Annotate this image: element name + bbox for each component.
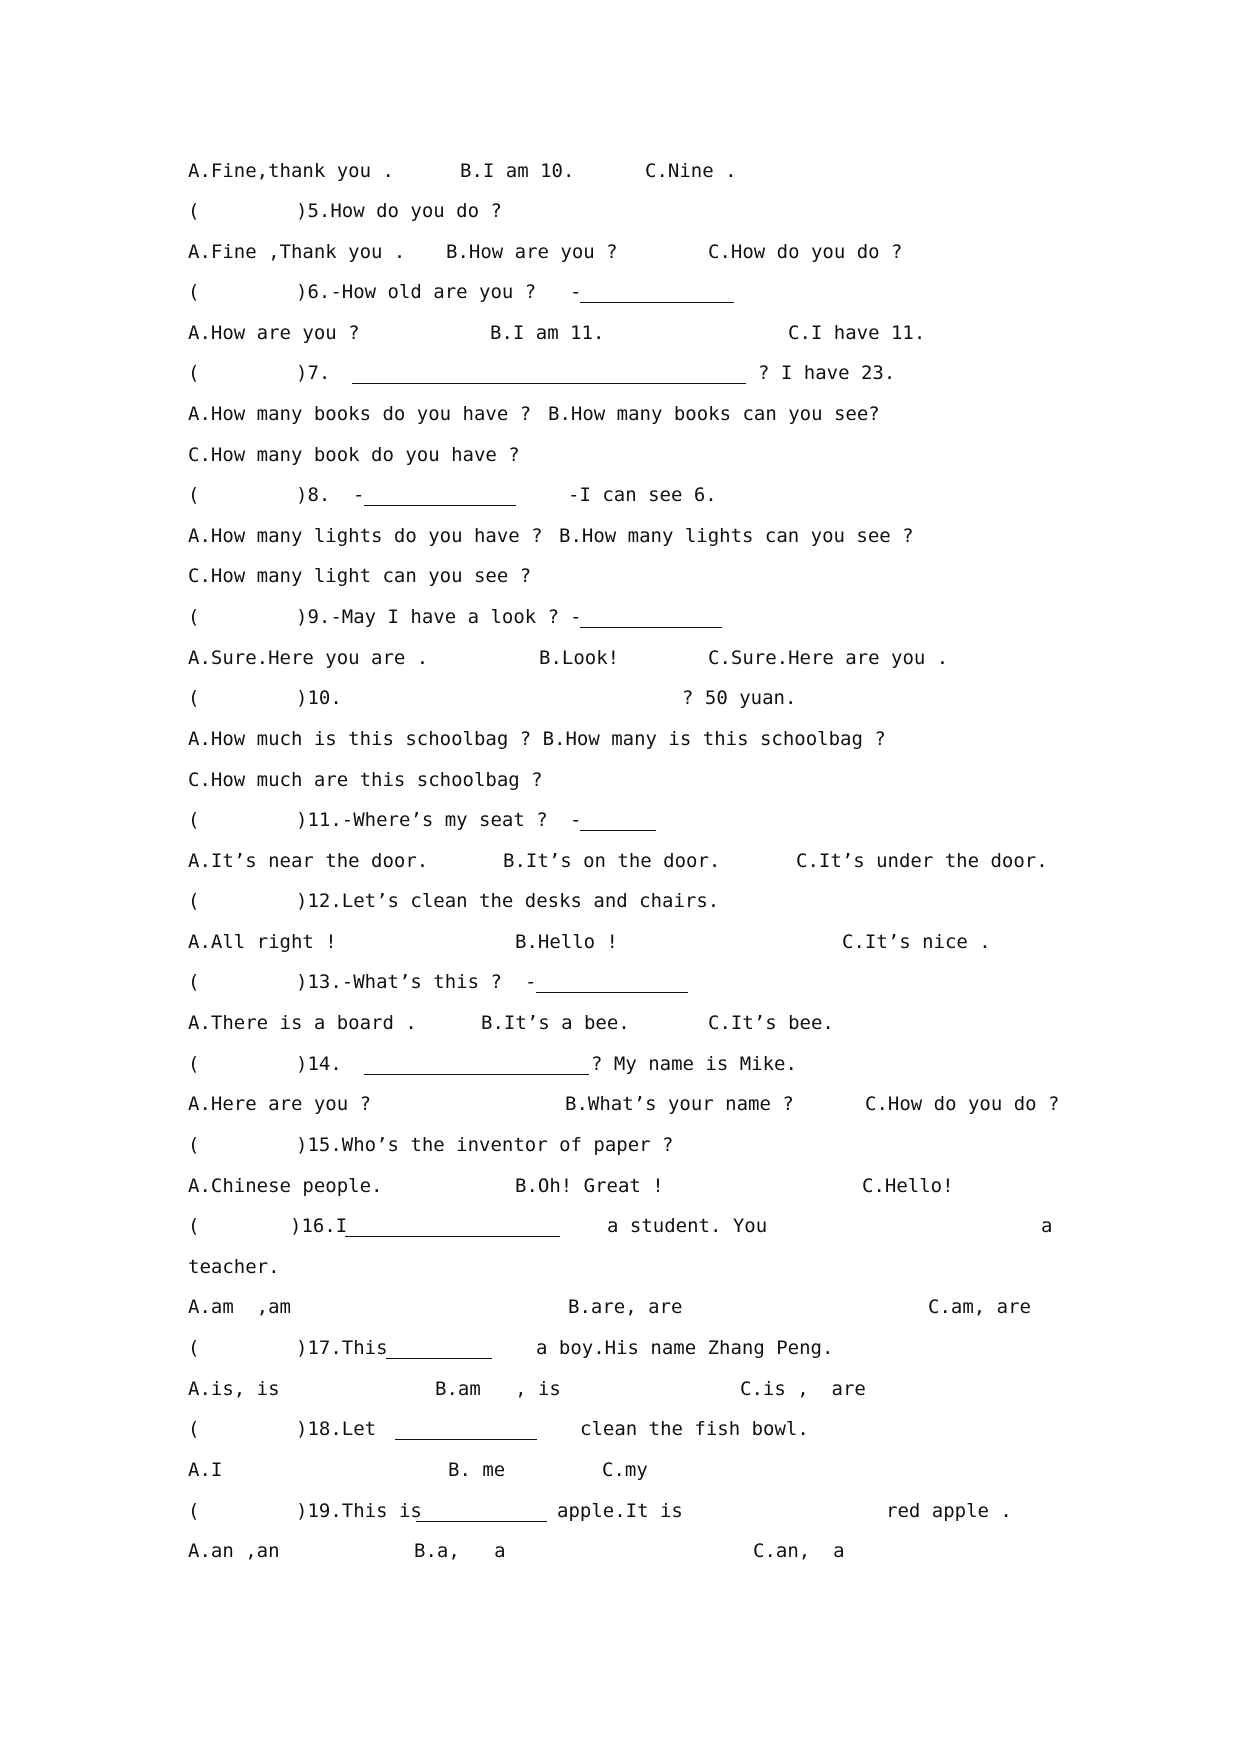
option-c: C.It’s bee. xyxy=(708,1012,834,1034)
question-text: )7. xyxy=(296,362,331,384)
answer-paren: ( xyxy=(188,200,200,222)
question-text: )16.I xyxy=(290,1215,348,1237)
option-c: C.is , are xyxy=(740,1378,866,1400)
question-11 xyxy=(188,808,582,832)
options-q5 xyxy=(188,240,903,264)
question-tail: ? 50 yuan. xyxy=(682,687,797,709)
answer-paren: ( xyxy=(188,1500,200,1522)
answer-blank xyxy=(352,383,746,384)
option-b: B.are, are xyxy=(568,1296,683,1318)
question-5 xyxy=(188,199,502,223)
option-a: A.There is a board . xyxy=(188,1012,417,1034)
question-text: )17.This xyxy=(296,1337,388,1359)
option-b: B.Oh! Great ! xyxy=(515,1175,664,1197)
answer-paren: ( xyxy=(188,971,200,993)
option-c: C.my xyxy=(602,1459,648,1481)
options-q17 xyxy=(188,1377,866,1401)
options-q9 xyxy=(188,646,949,670)
dash: - xyxy=(570,281,582,303)
option-a: A.am ,am xyxy=(188,1296,291,1318)
option-b: B.It’s on the door. xyxy=(503,850,721,872)
question-text: )8. xyxy=(296,484,331,506)
option-b: B.What’s your name ? xyxy=(565,1093,794,1115)
option-b: B.I am 11. xyxy=(490,322,605,344)
option-a: A.Here are you ? xyxy=(188,1093,372,1115)
question-text: )6.-How old are you ? xyxy=(296,281,537,303)
options-q19 xyxy=(188,1539,845,1563)
options-q8-c xyxy=(188,564,532,588)
option-b: B.How are you ? xyxy=(446,241,618,263)
question-text: )10. xyxy=(296,687,342,709)
option-c: C.Sure.Here are you . xyxy=(708,647,949,669)
question-9 xyxy=(188,605,582,629)
question-text: )11.-Where’s my seat ? xyxy=(296,809,548,831)
question-17 xyxy=(188,1336,834,1360)
options-q4 xyxy=(188,159,737,183)
question-14 xyxy=(188,1052,797,1076)
question-16 xyxy=(188,1214,1053,1238)
option-a: A.I xyxy=(188,1459,223,1481)
question-10 xyxy=(188,686,797,710)
option-b: B.am , is xyxy=(435,1378,561,1400)
answer-paren: ( xyxy=(188,1134,200,1156)
answer-blank xyxy=(580,627,722,628)
options-q7 xyxy=(188,402,880,426)
option-a: A.Fine ,Thank you . xyxy=(188,241,406,263)
question-18 xyxy=(188,1417,809,1441)
options-q11 xyxy=(188,849,1048,873)
question-text: )19.This is xyxy=(296,1500,422,1522)
dash: - xyxy=(570,606,582,628)
question-tail: a boy.His name Zhang Peng. xyxy=(536,1337,834,1359)
answer-paren: ( xyxy=(188,687,200,709)
answer-blank xyxy=(386,1358,492,1359)
question-text: )5.How do you do ? xyxy=(296,200,502,222)
question-text: )13.-What’s this ? xyxy=(296,971,502,993)
options-q15 xyxy=(188,1174,954,1198)
option-a: A.How many books do you have ? xyxy=(188,403,532,425)
answer-blank xyxy=(345,1236,560,1237)
dash: - xyxy=(353,484,365,506)
option-c: C.How do you do ? xyxy=(708,241,903,263)
question-6 xyxy=(188,280,582,304)
option-a: A.All right ! xyxy=(188,931,337,953)
option-b: B.Look! xyxy=(539,647,620,669)
option-c: C.Nine . xyxy=(645,160,737,182)
option-a: A.Fine,thank you . xyxy=(188,160,394,182)
question-15 xyxy=(188,1133,674,1157)
option-b: B.It’s a bee. xyxy=(481,1012,630,1034)
option-a: A.It’s near the door. xyxy=(188,850,429,872)
question-tail-2: red apple . xyxy=(886,1500,1012,1522)
answer-paren: ( xyxy=(188,362,200,384)
question-tail: clean the fish bowl. xyxy=(580,1418,809,1440)
dash: - xyxy=(525,971,537,993)
option-c: C.How many light can you see ? xyxy=(188,565,532,587)
question-12 xyxy=(188,889,720,913)
options-q10-c xyxy=(188,768,543,792)
question-13 xyxy=(188,970,537,994)
option-b: B.How many lights can you see ? xyxy=(559,525,914,547)
answer-paren: ( xyxy=(188,1215,200,1237)
option-c: C.How do you do ? xyxy=(865,1093,1060,1115)
option-c: C.How many book do you have ? xyxy=(188,444,520,466)
question-tail: -I can see 6. xyxy=(568,484,717,506)
option-c: C.an, a xyxy=(753,1540,845,1562)
option-c: C.It’s under the door. xyxy=(796,850,1048,872)
answer-paren: ( xyxy=(188,606,200,628)
question-tail: ? I have 23. xyxy=(758,362,896,384)
option-a: A.How are you ? xyxy=(188,322,360,344)
options-q16 xyxy=(188,1295,1031,1319)
question-tail: a student. You xyxy=(607,1215,768,1237)
question-7 xyxy=(188,361,896,385)
answer-paren: ( xyxy=(188,809,200,831)
question-8 xyxy=(188,483,717,507)
question-tail: ? My name is Mike. xyxy=(591,1053,797,1075)
question-16-cont xyxy=(188,1255,280,1279)
options-q13 xyxy=(188,1011,834,1035)
options-q8 xyxy=(188,524,914,548)
answer-blank xyxy=(416,1521,547,1522)
question-text: )12.Let’s clean the desks and chairs. xyxy=(296,890,720,912)
question-text: )18.Let xyxy=(296,1418,377,1440)
answer-blank xyxy=(580,302,734,303)
answer-blank xyxy=(580,830,656,831)
answer-blank xyxy=(395,1439,537,1440)
options-q10 xyxy=(188,727,886,751)
answer-paren: ( xyxy=(188,1053,200,1075)
option-c: C.I have 11. xyxy=(788,322,926,344)
question-continuation: teacher. xyxy=(188,1256,280,1278)
answer-paren: ( xyxy=(188,281,200,303)
options-q18 xyxy=(188,1458,648,1482)
option-b: B. me xyxy=(448,1459,506,1481)
answer-paren: ( xyxy=(188,890,200,912)
dash: - xyxy=(570,809,582,831)
option-b: B.I am 10. xyxy=(460,160,575,182)
option-b: B.How many books can you see? xyxy=(548,403,880,425)
option-b: B.Hello ! xyxy=(515,931,618,953)
options-q6 xyxy=(188,321,926,345)
answer-paren: ( xyxy=(188,1418,200,1440)
options-q12 xyxy=(188,930,991,954)
options-q14 xyxy=(188,1092,1060,1116)
option-a: A.is, is xyxy=(188,1378,280,1400)
question-text: )14. xyxy=(296,1053,342,1075)
option-a: A.How many lights do you have ? xyxy=(188,525,543,547)
options-q7-c xyxy=(188,443,520,467)
option-c: C.Hello! xyxy=(862,1175,954,1197)
option-a: A.an ,an xyxy=(188,1540,280,1562)
question-tail-2: a xyxy=(1041,1215,1053,1237)
option-c: C.How much are this schoolbag ? xyxy=(188,769,543,791)
answer-paren: ( xyxy=(188,484,200,506)
option-a-b: A.How much is this schoolbag ? B.How many is this schoolbag ? xyxy=(188,728,886,750)
answer-blank xyxy=(536,992,688,993)
answer-blank xyxy=(364,1074,589,1075)
question-text: )9.-May I have a look ? xyxy=(296,606,560,628)
question-19 xyxy=(188,1499,1012,1523)
answer-blank xyxy=(364,505,516,506)
question-tail: apple.It is xyxy=(557,1500,683,1522)
option-a: A.Sure.Here you are . xyxy=(188,647,429,669)
option-a: A.Chinese people. xyxy=(188,1175,383,1197)
option-c: C.am, are xyxy=(928,1296,1031,1318)
option-c: C.It’s nice . xyxy=(842,931,991,953)
question-text: )15.Who’s the inventor of paper ? xyxy=(296,1134,674,1156)
answer-paren: ( xyxy=(188,1337,200,1359)
option-b: B.a, a xyxy=(414,1540,506,1562)
